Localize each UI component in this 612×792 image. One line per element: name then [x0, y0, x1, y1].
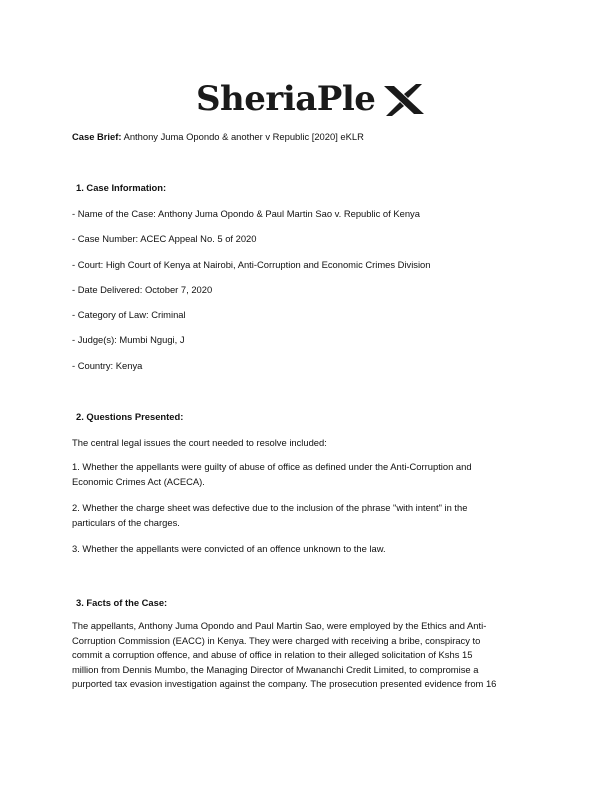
logo-x-mark: [382, 82, 426, 118]
question-1: [72, 460, 542, 489]
question-1-line-2: Economic Crimes Act (ACECA).: [72, 475, 205, 487]
case-brief-line: [72, 131, 364, 142]
section-heading-case-information: 1. Case Information:: [76, 182, 167, 193]
case-info-number: - Case Number: ACEC Appeal No. 5 of 2020: [72, 233, 257, 244]
case-brief-title: Anthony Juma Opondo & another v Republic [2020] eKLR: [123, 131, 364, 142]
question-2-line-1: 2. Whether the charge sheet was defective due to the inclusion of the phrase "with intent" in the: [72, 502, 468, 513]
question-2: [72, 501, 542, 530]
question-2-line-2: particulars of the charges.: [72, 516, 180, 528]
facts-paragraph: [72, 619, 542, 692]
case-info-date: - Date Delivered: October 7, 2020: [72, 284, 213, 295]
facts-line-3: commit a corruption offence, and abuse of office in relation to their alleged solicitation of Kshs 15: [72, 649, 473, 660]
case-info-judges: - Judge(s): Mumbi Ngugi, J: [72, 334, 185, 345]
question-3-line-1: 3. Whether the appellants were convicted of an offence unknown to the law.: [72, 543, 386, 554]
section-heading-questions-presented: 2. Questions Presented:: [76, 411, 184, 422]
case-info-category: - Category of Law: Criminal: [72, 309, 186, 320]
logo-text: SheriaPle: [196, 79, 376, 119]
question-3: [72, 542, 542, 557]
sheriaplex-logo: [196, 76, 426, 122]
case-info-court: - Court: High Court of Kenya at Nairobi, Anti-Corruption and Economic Crimes Division: [72, 259, 431, 270]
question-1-line-1: 1. Whether the appellants were guilty of abuse of office as defined under the Anti-Corruption and: [72, 461, 472, 472]
section-heading-facts: 3. Facts of the Case:: [76, 597, 168, 608]
case-brief-label: Case Brief:: [72, 131, 122, 142]
facts-line-5: purported tax evasion investigation against the company. The prosecution presented evidence from 16: [72, 678, 497, 689]
facts-line-2: Corruption Commission (EACC) in Kenya. They were charged with receiving a bribe, conspiracy to: [72, 634, 481, 646]
questions-intro: The central legal issues the court needed to resolve included:: [72, 437, 327, 448]
case-info-country: - Country: Kenya: [72, 360, 143, 371]
facts-line-1: The appellants, Anthony Juma Opondo and Paul Martin Sao, were employed by the Ethics and Anti-: [72, 620, 487, 631]
facts-line-4: million from Dennis Mumbo, the Managing Director of Mwananchi Credit Limited, to compromise a: [72, 663, 479, 675]
case-info-name: - Name of the Case: Anthony Juma Opondo & Paul Martin Sao v. Republic of Kenya: [72, 208, 420, 219]
